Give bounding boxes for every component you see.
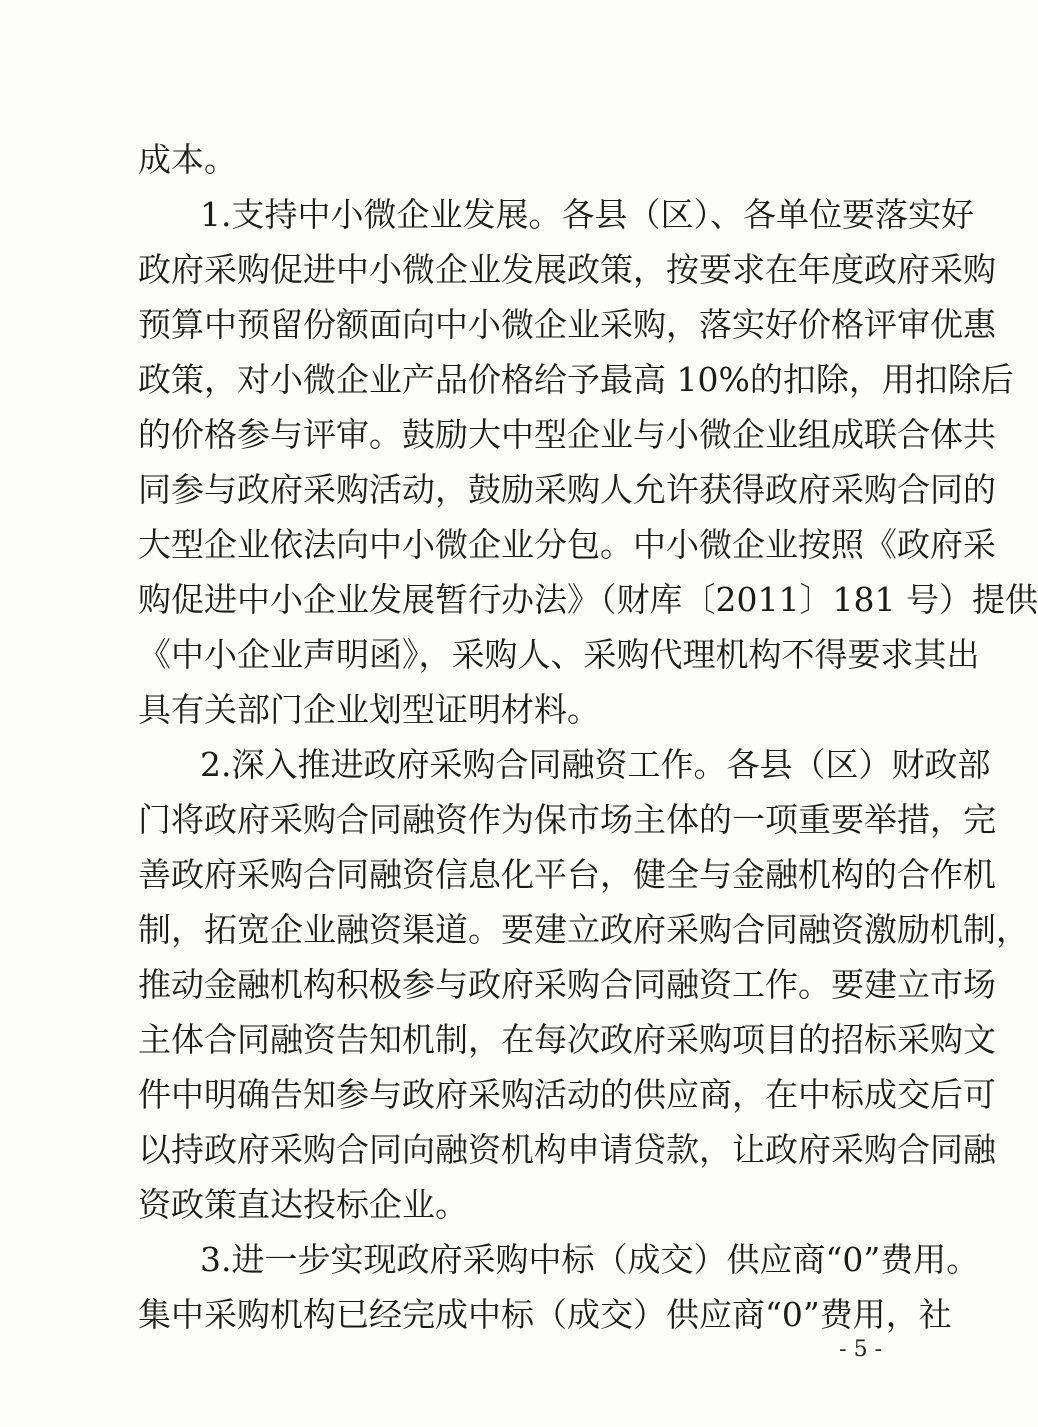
text-line-8: 大型企业依法向中小微企业分包。中小微企业按照《政府采: [138, 525, 996, 564]
text-line-11: 具有关部门企业划型证明材料。: [138, 690, 600, 729]
text-line-9: 购促进中小企业发展暂行办法》（财库〔2011〕181 号）提供: [138, 580, 1038, 619]
text-line-15: 制，拓宽企业融资渠道。要建立政府采购合同融资激励机制，: [138, 910, 1029, 949]
text-line-16: 推动金融机构积极参与政府采购合同融资工作。要建立市场: [138, 965, 996, 1004]
page-number: - 5 -: [839, 1337, 882, 1362]
text-line-20: 资政策直达投标企业。: [138, 1185, 468, 1224]
text-line-4: 预算中预留份额面向中小微企业采购，落实好价格评审优惠: [138, 305, 996, 344]
text-line-1: 成本。: [138, 140, 237, 179]
text-line-2: 1.支持中小微企业发展。各县（区）、各单位要落实好: [200, 195, 974, 234]
text-line-13: 门将政府采购合同融资作为保市场主体的一项重要举措，完: [138, 800, 996, 839]
text-line-6: 的价格参与评审。鼓励大中型企业与小微企业组成联合体共: [138, 415, 996, 454]
text-line-22: 集中采购机构已经完成中标（成交）供应商“0”费用，社: [138, 1295, 952, 1334]
text-line-5: 政策，对小微企业产品价格给予最高 10%的扣除，用扣除后: [138, 360, 1014, 399]
text-line-10: 《中小企业声明函》，采购人、采购代理机构不得要求其出: [138, 635, 980, 674]
text-line-17: 主体合同融资告知机制，在每次政府采购项目的招标采购文: [138, 1020, 996, 1059]
text-line-3: 政府采购促进中小微企业发展政策，按要求在年度政府采购: [138, 250, 996, 289]
text-line-18: 件中明确告知参与政府采购活动的供应商，在中标成交后可: [138, 1075, 996, 1114]
text-line-14: 善政府采购合同融资信息化平台，健全与金融机构的合作机: [138, 855, 996, 894]
text-line-7: 同参与政府采购活动，鼓励采购人允许获得政府采购合同的: [138, 470, 996, 509]
text-line-19: 以持政府采购合同向融资机构申请贷款，让政府采购合同融: [138, 1130, 996, 1169]
text-line-12: 2.深入推进政府采购合同融资工作。各县（区）财政部: [200, 745, 991, 784]
text-line-21: 3.进一步实现政府采购中标（成交）供应商“0”费用。: [200, 1240, 980, 1279]
